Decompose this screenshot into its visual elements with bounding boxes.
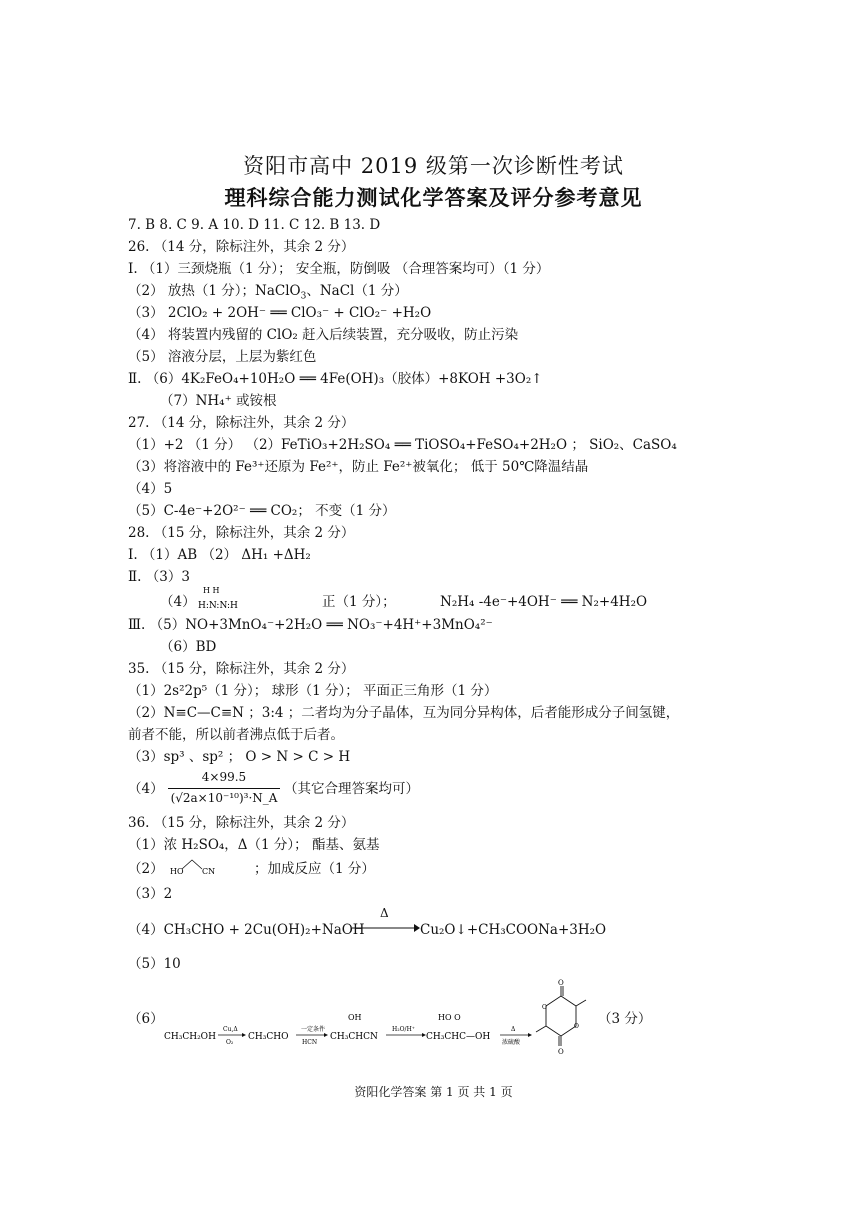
- s3-oh: OH: [348, 1013, 362, 1022]
- cond2-bottom: HCN: [302, 1039, 318, 1046]
- q35-head: 35. （15 分，除标注外，其余 2 分）: [128, 661, 355, 677]
- q27-line2: （3）将溶液中的 Fe³⁺还原为 Fe²⁺，防止 Fe²⁺被氧化； 低于 50℃降温结晶: [128, 459, 589, 475]
- exam-title: 资阳市高中 2019 级第一次诊断性考试: [243, 154, 624, 178]
- q35-line5-label: （4）: [128, 781, 164, 797]
- cond4-bottom: 浓硫酸: [502, 1039, 521, 1046]
- q26-line1: Ⅰ. （1）三颈烧瓶（1 分）； 安全瓶，防倒吸 （合理答案均可）（1 分）: [128, 261, 550, 277]
- q36-line2-type: ；加成反应（1 分）: [254, 861, 375, 877]
- electron-formula: H:N:N:H: [198, 601, 238, 611]
- answer-subtitle: 理科综合能力测试化学答案及评分参考意见: [224, 186, 643, 210]
- q28-line3-label: （4）: [160, 594, 196, 610]
- cond3-top: H₂O/H⁺: [392, 1026, 415, 1033]
- lactide-structure: [528, 976, 594, 1062]
- arrow2-head: [324, 1033, 328, 1037]
- q28-line2: Ⅱ. （3）3: [128, 569, 190, 585]
- q27-line1: （1）+2 （1 分） （2）FeTiO₃+2H₂SO₄ ══ TiOSO₄+FeSO₄+2H₂O ； SiO₂、CaSO₄: [128, 437, 677, 453]
- q36-line4-left: （4）CH₃CHO + 2Cu(OH)₂+NaOH: [128, 922, 365, 938]
- q35-line4: （3）sp³ 、sp² ； O > N > C > H: [128, 749, 351, 765]
- lactic-acid: CH₃CHC—OH: [426, 1032, 491, 1042]
- q36-line3: （3）2: [128, 886, 173, 902]
- cyanohydrin: CH₃CHCN: [330, 1032, 378, 1042]
- ho-group: HO: [170, 867, 184, 876]
- q35-line3: 前者不能，所以前者沸点低于后者。: [128, 727, 344, 743]
- methyl-1: [576, 1000, 586, 1006]
- methyl-2: [536, 1026, 546, 1032]
- q28-line1: Ⅰ. （1）AB （2） ΔH₁ +ΔH₂: [128, 547, 311, 563]
- h-atom: H H: [203, 586, 220, 595]
- q28-line4: Ⅲ. （5）NO+3MnO₄⁻+2H₂O ══ NO₃⁻+4H⁺+3MnO₄²⁻: [128, 617, 493, 633]
- page-footer: 资阳化学答案 第 1 页 共 1 页: [354, 1085, 513, 1099]
- q28-line5: （6）BD: [160, 639, 217, 655]
- q36-line6-label: （6）: [128, 1011, 164, 1027]
- fraction-numerator: 4×99.5: [201, 770, 247, 784]
- reaction-arrow: [352, 922, 420, 934]
- svg-text:O: O: [574, 1023, 579, 1030]
- ring: [546, 996, 576, 1036]
- cond1-top: Cu,Δ: [223, 1026, 238, 1033]
- q36-head: 36. （15 分，除标注外，其余 2 分）: [128, 815, 355, 831]
- q36-line2-label: （2）: [128, 861, 164, 877]
- heat-condition: Δ: [380, 906, 389, 920]
- q36-line4-right: Cu₂O↓+CH₃COONa+3H₂O: [420, 922, 607, 938]
- q26-head: 26. （14 分，除标注外，其余 2 分）: [128, 239, 355, 255]
- skeleton-bonds: [182, 860, 202, 869]
- q26-line6: Ⅱ. （6）4K₂FeO₄+10H₂O ══ 4Fe(OH)₃（胶体）+8KOH +3O₂↑: [128, 371, 543, 387]
- q28-line3-pole: 正（1 分）；: [322, 594, 396, 610]
- q28-line3-eqn: N₂H₄ -4e⁻+4OH⁻ ══ N₂+4H₂O: [440, 594, 648, 610]
- q26-line2-c: 、NaCl（1 分）: [306, 283, 408, 299]
- q35-line2: （2）N≡C—C≡N ；3:4 ；二者均为分子晶体，互为同分异构体，后者能形成分子间氢键，: [128, 705, 680, 721]
- q28-head: 28. （15 分，除标注外，其余 2 分）: [128, 525, 355, 541]
- q26-line2-sub: 3: [300, 291, 307, 302]
- q36-line6-score: （3 分）: [598, 1011, 652, 1027]
- cn-group: CN: [202, 867, 216, 876]
- q35-line1: （1）2s²2p⁵（1 分）； 球形（1 分）； 平面正三角形（1 分）: [128, 683, 498, 699]
- q36-line1: （1）浓 H₂SO₄，Δ（1 分）； 酯基、氨基: [128, 837, 380, 853]
- svg-text:O: O: [542, 1004, 547, 1011]
- svg-text:O: O: [558, 979, 564, 987]
- cond4-top: Δ: [511, 1026, 516, 1033]
- arrow1-head: [242, 1033, 246, 1037]
- q27-line3: （4）5: [128, 481, 173, 497]
- q26-line3: （3） 2ClO₂ + 2OH⁻ ══ ClO₃⁻ + ClO₂⁻ +H₂O: [128, 305, 432, 321]
- ethanol: CH₃CH₂OH: [164, 1032, 216, 1042]
- hydrazine-electron-structure: [196, 584, 246, 614]
- q26-line7: （7）NH₄⁺ 或铵根: [160, 393, 277, 409]
- q26-line4: （4） 将装置内残留的 ClO₂ 赶入后续装置，充分吸收，防止污染: [128, 327, 519, 343]
- q26-line2-a: （2） 放热（1 分）；NaClO: [128, 283, 301, 299]
- fraction-denominator: (√2a×10⁻¹⁰)³·N_A: [170, 791, 278, 805]
- cond1-bottom: O₂: [226, 1039, 234, 1046]
- mc-answers: 7. B 8. C 9. A 10. D 11. C 12. B 13. D: [128, 217, 381, 233]
- cond2-top: 一定条件: [301, 1026, 326, 1033]
- fraction-bar: [168, 788, 280, 789]
- q36-line5: （5）10: [128, 956, 181, 972]
- acetaldehyde: CH₃CHO: [248, 1032, 289, 1042]
- q26-line2: [128, 282, 408, 300]
- q27-head: 27. （14 分，除标注外，其余 2 分）: [128, 415, 355, 431]
- q35-line5-note: （其它合理答案均可）: [284, 781, 419, 797]
- q26-line5: （5） 溶液分层，上层为紫红色: [128, 349, 317, 365]
- svg-text:O: O: [558, 1048, 564, 1056]
- hydroxy-nitrile-structure: [168, 854, 228, 878]
- q27-line4: （5）C-4e⁻+2O²⁻ ══ CO₂； 不变（1 分）: [128, 503, 396, 519]
- s4-top: HO O: [438, 1013, 461, 1022]
